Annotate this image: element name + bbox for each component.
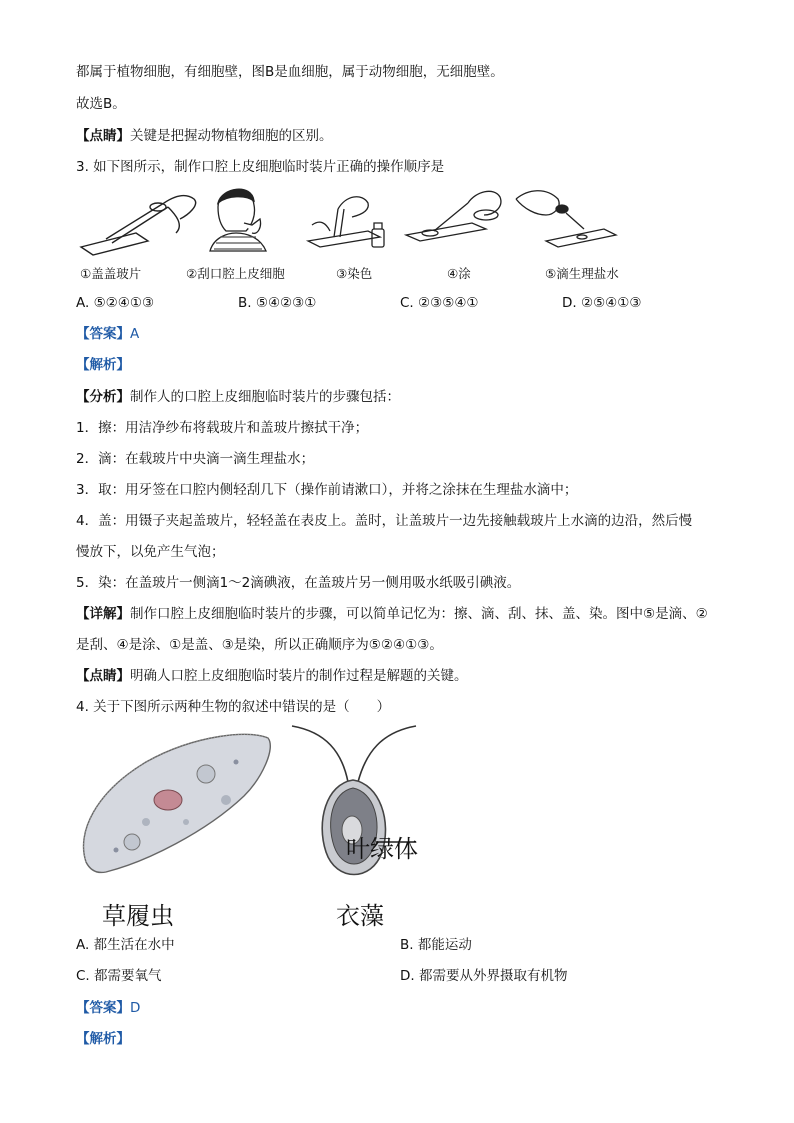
answer-value: D	[130, 1000, 141, 1016]
answer-value: A	[130, 326, 140, 342]
caption-scrape: ②刮口腔上皮细胞	[186, 266, 285, 281]
prev-text-line-1: 都属于植物细胞，有细胞壁，图B是血细胞，属于动物细胞，无细胞壁。	[76, 64, 504, 80]
detail-tag: 【详解】	[76, 606, 130, 622]
caption-cover-slip: ①盖盖玻片	[80, 266, 142, 281]
q3-procedure-figure	[76, 185, 676, 255]
q3-detail	[76, 604, 708, 624]
fenxi-text: 制作人的口腔上皮细胞临时装片的步骤包括：	[130, 389, 400, 405]
q3-option-d: D. ②⑤④①③	[562, 295, 642, 311]
dianjing-tag: 【点睛】	[76, 128, 130, 144]
q4-organisms-figure	[76, 722, 536, 892]
dianjing-text: 关键是把握动物植物细胞的区别。	[130, 128, 333, 144]
q4-option-c: C. 都需要氧气	[76, 968, 162, 984]
fenxi-tag: 【分析】	[76, 389, 130, 405]
q3-step-4-cont: 慢放下，以免产生气泡；	[76, 544, 225, 560]
answer-tag: 【答案】	[76, 326, 130, 342]
q3-analysis-tag: 【解析】	[76, 357, 130, 373]
q3-step-4: 4．盖：用镊子夹起盖玻片，轻轻盖在表皮上。盖时，让盖玻片一边先接触载玻片上水滴的边沿，然后慢	[76, 513, 693, 529]
caption-stain: ③染色	[336, 266, 373, 281]
q4-answer	[76, 998, 140, 1018]
answer-tag: 【答案】	[76, 1000, 130, 1016]
q3-dianjing	[76, 666, 468, 686]
q4-stem: 4. 关于下图所示两种生物的叙述中错误的是（ ）	[76, 699, 391, 715]
q3-fenxi	[76, 387, 400, 407]
q3-step-1: 1．擦：用洁净纱布将载玻片和盖玻片擦拭干净；	[76, 420, 369, 436]
staining-illustration	[308, 197, 384, 247]
caption-drop: ⑤滴生理盐水	[545, 266, 619, 281]
q3-detail-line-2: 是刮、④是涂、①是盖、③是染，所以正确顺序为⑤②④①③。	[76, 637, 443, 653]
detail-line-1: 制作口腔上皮细胞临时装片的步骤，可以简单记忆为：擦、滴、刮、抹、盖、染。图中⑤是滴、②	[130, 606, 708, 622]
q3-option-b: B. ⑤④②③①	[238, 295, 317, 311]
paramecium-label: 草履虫	[102, 902, 174, 930]
q3-option-a: A. ⑤②④①③	[76, 295, 155, 311]
prev-text-line-2: 故选B。	[76, 96, 126, 112]
prev-dianjing	[76, 126, 333, 146]
q3-stem: 3. 如下图所示，制作口腔上皮细胞临时装片正确的操作顺序是	[76, 159, 445, 175]
cover-slip-illustration	[81, 196, 196, 255]
paramecium-illustration	[84, 734, 271, 872]
mouth-scrape-illustration	[210, 189, 266, 251]
chloroplast-label: 叶绿体	[346, 835, 418, 863]
chlamydomonas-label: 衣藻	[336, 902, 384, 930]
smearing-illustration	[406, 191, 501, 241]
q4-option-a: A. 都生活在水中	[76, 937, 175, 953]
caption-smear: ④涂	[447, 266, 471, 281]
q4-option-d: D. 都需要从外界摄取有机物	[400, 968, 568, 984]
q3-step-3: 3．取：用牙签在口腔内侧轻刮几下（操作前请漱口），并将之涂抹在生理盐水滴中；	[76, 482, 578, 498]
q3-option-c: C. ②③⑤④①	[400, 295, 479, 311]
q3-step-2: 2．滴：在载玻片中央滴一滴生理盐水；	[76, 451, 315, 467]
q4-analysis-tag: 【解析】	[76, 1031, 130, 1047]
dianjing-tag: 【点睛】	[76, 668, 130, 684]
q4-option-b: B. 都能运动	[400, 937, 472, 953]
q3-answer	[76, 324, 139, 344]
dianjing-text: 明确人口腔上皮细胞临时装片的制作过程是解题的关键。	[130, 668, 468, 684]
dropping-illustration	[516, 191, 616, 247]
q3-step-5: 5．染：在盖玻片一侧滴1～2滴碘液，在盖玻片另一侧用吸水纸吸引碘液。	[76, 575, 521, 591]
